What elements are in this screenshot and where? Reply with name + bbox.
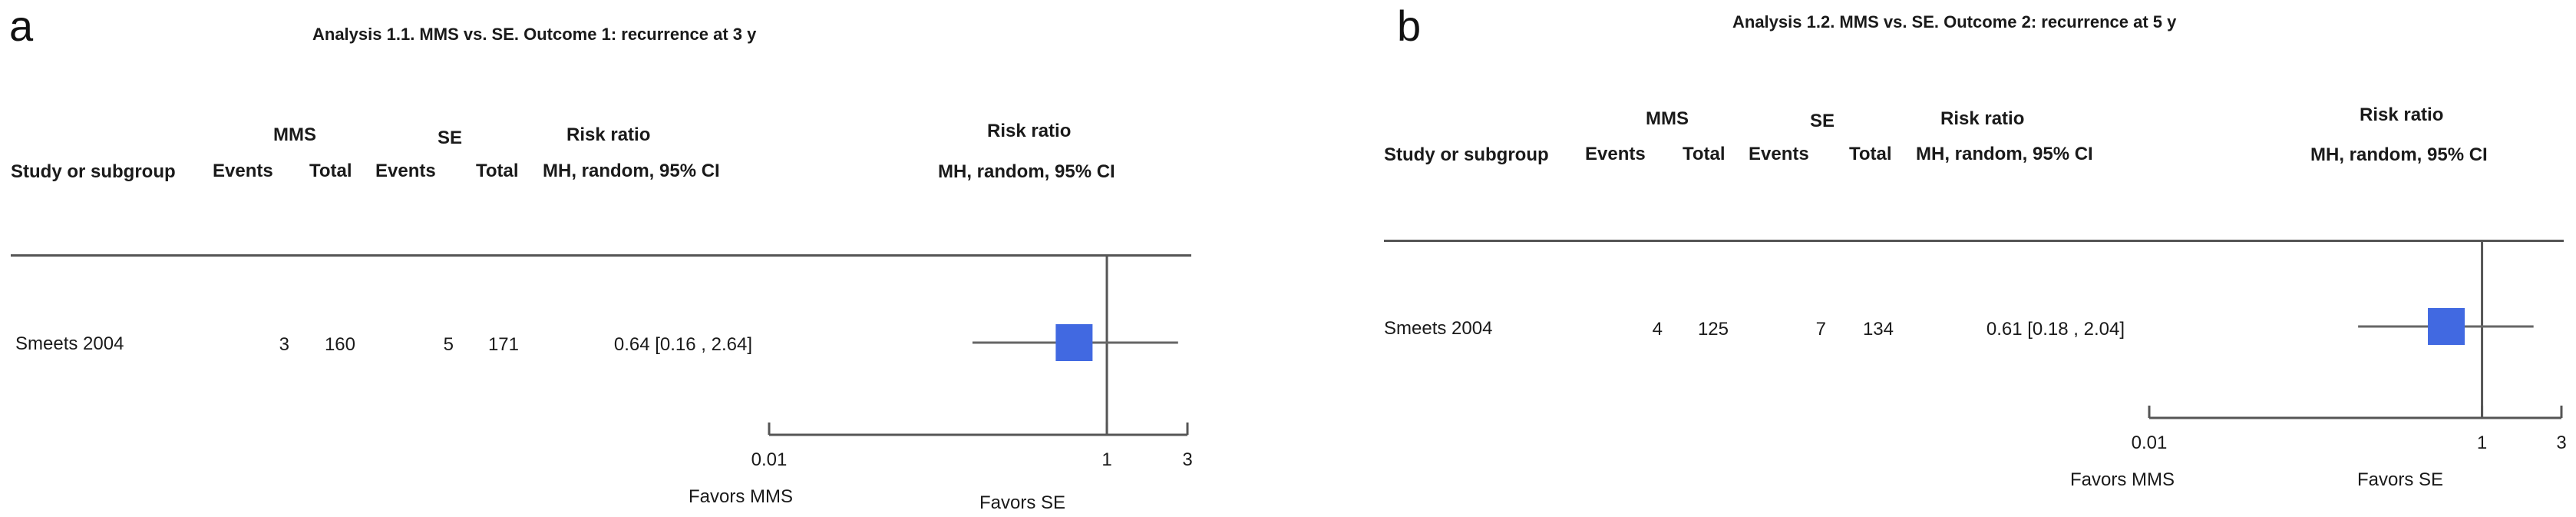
x-tick-label: 3 [1182, 449, 1193, 470]
group1-events-value: 3 [279, 334, 289, 355]
forest-plot [1288, 0, 2576, 517]
favors-right-label: Favors SE [2357, 469, 2444, 490]
x-tick-label: 0.01 [2131, 432, 2168, 453]
x-tick-label: 1 [1101, 449, 1112, 470]
group2-events-value: 5 [443, 334, 454, 355]
group2-header: SE [437, 128, 463, 148]
x-tick-label: 0.01 [751, 449, 788, 470]
panel-label: b [1397, 2, 1422, 50]
group1-events-header: Events [1585, 144, 1646, 164]
study-name: Smeets 2004 [15, 333, 124, 354]
study-name: Smeets 2004 [1384, 318, 1493, 339]
x-axis-ticks [2132, 406, 2567, 453]
risk-ratio-value: 0.64 [0.16 , 2.64] [613, 334, 752, 355]
group2-total-header: Total [1849, 144, 1892, 164]
favors-left-label: Favors MMS [2070, 469, 2175, 490]
chart-title: Analysis 1.1. MMS vs. SE. Outcome 1: recurrence at 3 y [312, 25, 757, 44]
chart-title: Analysis 1.2. MMS vs. SE. Outcome 2: recurrence at 5 y [1732, 12, 2177, 31]
rr-column-header: Risk ratio [566, 124, 651, 145]
panel-label: a [9, 2, 34, 50]
risk-ratio-value: 0.61 [0.18 , 2.04] [1986, 319, 2125, 340]
group2-events-value: 7 [1815, 319, 1826, 340]
group1-header: MMS [1646, 108, 1689, 129]
x-tick-label: 1 [2476, 432, 2488, 453]
favors-left-label: Favors MMS [689, 486, 794, 507]
group1-total-value: 125 [1697, 319, 1729, 340]
plot-column-header: Risk ratio [2360, 104, 2444, 125]
group1-header: MMS [273, 124, 316, 145]
x-tick-label: 3 [2556, 432, 2567, 453]
group2-total-header: Total [476, 161, 519, 181]
x-axis-ticks [751, 423, 1193, 470]
study-column-header: Study or subgroup [1384, 144, 1549, 165]
plot-column-header: Risk ratio [987, 121, 1072, 141]
group2-header: SE [1809, 111, 1835, 131]
group2-events-header: Events [1749, 144, 1809, 164]
effect-marker [1055, 324, 1092, 361]
group2-total-value: 134 [1862, 319, 1894, 340]
plot-method-header: MH, random, 95% CI [938, 161, 1115, 182]
group1-total-header: Total [1683, 144, 1726, 164]
group1-events-header: Events [213, 161, 273, 181]
forest-plot-panel-b [1288, 0, 2576, 517]
group2-total-value: 171 [487, 334, 519, 355]
effect-marker [2428, 308, 2465, 345]
group1-events-value: 4 [1652, 319, 1663, 340]
group1-total-header: Total [309, 161, 352, 181]
rr-method-header: MH, random, 95% CI [1916, 144, 2093, 164]
favors-right-label: Favors SE [979, 492, 1066, 513]
rr-column-header: Risk ratio [1940, 108, 2025, 129]
group1-total-value: 160 [324, 334, 355, 355]
group2-events-header: Events [375, 161, 436, 181]
rr-method-header: MH, random, 95% CI [543, 161, 720, 181]
study-column-header: Study or subgroup [11, 161, 176, 182]
plot-method-header: MH, random, 95% CI [2310, 144, 2488, 165]
